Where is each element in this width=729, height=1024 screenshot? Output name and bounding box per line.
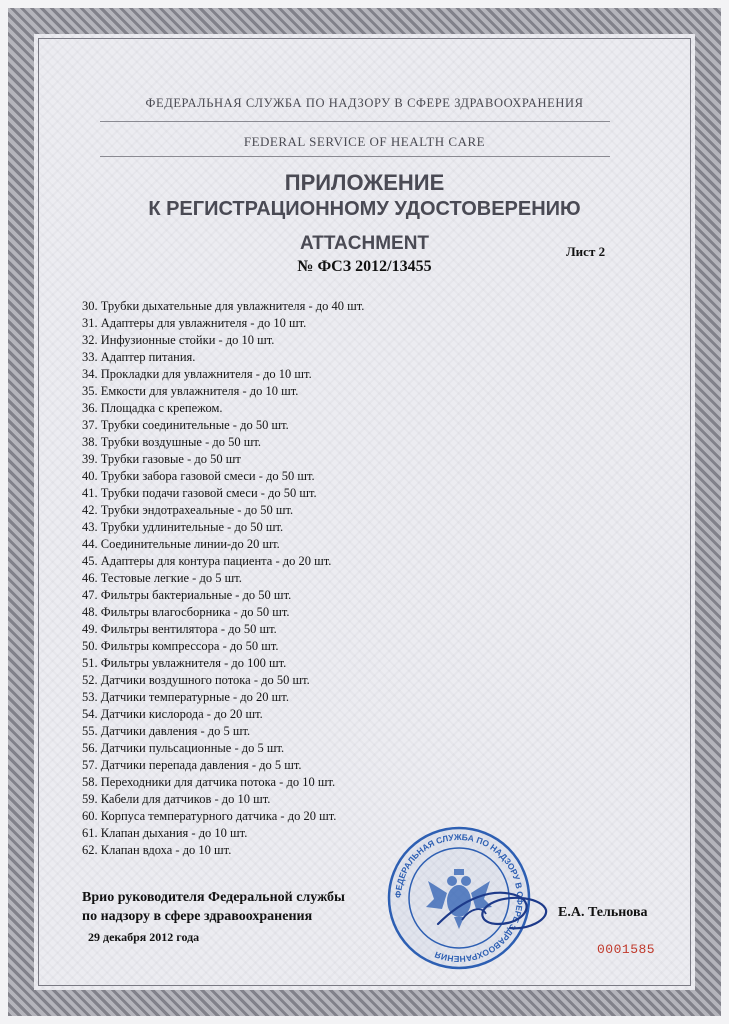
list-item: 44. Соединительные линии-до 20 шт. bbox=[82, 537, 280, 551]
list-item: 30. Трубки дыхательные для увлажнителя - до 40 шт. bbox=[82, 299, 365, 313]
signature-date: 29 декабря 2012 года bbox=[88, 930, 200, 944]
list-item: 49. Фильтры вентилятора - до 50 шт. bbox=[82, 622, 277, 636]
list-item: 52. Датчики воздушного потока - до 50 шт. bbox=[82, 673, 310, 687]
serial-number: 0001585 bbox=[597, 942, 656, 957]
list-item: 55. Датчики давления - до 5 шт. bbox=[82, 724, 251, 738]
list-item: 46. Тестовые легкие - до 5 шт. bbox=[82, 571, 242, 585]
list-item: 58. Переходники для датчика потока - до 10 шт. bbox=[82, 775, 336, 789]
list-item: 47. Фильтры бактериальные - до 50 шт. bbox=[82, 588, 292, 602]
list-item: 56. Датчики пульсационные - до 5 шт. bbox=[82, 741, 285, 755]
list-item: 57. Датчики перепада давления - до 5 шт. bbox=[82, 758, 302, 772]
list-item: 48. Фильтры влагосборника - до 50 шт. bbox=[82, 605, 290, 619]
items-list bbox=[82, 298, 642, 859]
certificate-number: № ФСЗ 2012/13455 bbox=[297, 258, 432, 275]
signatory-position-line1: Врио руководителя Федеральной службы bbox=[82, 890, 345, 905]
list-item: 51. Фильтры увлажнителя - до 100 шт. bbox=[82, 656, 287, 670]
header-divider-2 bbox=[100, 156, 610, 157]
list-item: 59. Кабели для датчиков - до 10 шт. bbox=[82, 792, 271, 806]
list-item: 35. Емкости для увлажнителя - до 10 шт. bbox=[82, 384, 299, 398]
header-divider bbox=[100, 121, 610, 122]
list-item: 41. Трубки подачи газовой смеси - до 50 шт. bbox=[82, 486, 317, 500]
list-item: 53. Датчики температурные - до 20 шт. bbox=[82, 690, 289, 704]
list-item: 40. Трубки забора газовой смеси - до 50 шт. bbox=[82, 469, 315, 483]
list-item: 43. Трубки удлинительные - до 50 шт. bbox=[82, 520, 284, 534]
list-item: 34. Прокладки для увлажнителя - до 10 шт. bbox=[82, 367, 312, 381]
list-item: 39. Трубки газовые - до 50 шт bbox=[82, 452, 241, 466]
signatory-position-line2: по надзору в сфере здравоохранения bbox=[82, 909, 313, 924]
list-item: 50. Фильтры компрессора - до 50 шт. bbox=[82, 639, 279, 653]
list-item: 62. Клапан вдоха - до 10 шт. bbox=[82, 843, 232, 857]
document-title: ПРИЛОЖЕНИЕ bbox=[284, 170, 445, 195]
handwritten-signature bbox=[432, 880, 552, 940]
stamp-text: ФЕДЕРАЛЬНАЯ СЛУЖБА ПО НАДЗОРУ В СФЕРЕ ЗДРАВООХРАНЕНИЯ bbox=[392, 831, 526, 965]
document-subtitle: К РЕГИСТРАЦИОННОМУ УДОСТОВЕРЕНИЮ bbox=[148, 198, 581, 220]
agency-name-en: FEDERAL SERVICE OF HEALTH CARE bbox=[243, 134, 486, 149]
agency-name-ru: ФЕДЕРАЛЬНАЯ СЛУЖБА ПО НАДЗОРУ В СФЕРЕ ЗДРАВООХРАНЕНИЯ bbox=[145, 96, 584, 110]
list-item: 54. Датчики кислорода - до 20 шт. bbox=[82, 707, 263, 721]
list-item: 32. Инфузионные стойки - до 10 шт. bbox=[82, 333, 275, 347]
signatory-name: Е.А. Тельнова bbox=[558, 905, 648, 920]
list-item: 45. Адаптеры для контура пациента - до 20 шт. bbox=[82, 554, 332, 568]
list-item: 42. Трубки эндотрахеальные - до 50 шт. bbox=[82, 503, 294, 517]
list-item: 61. Клапан дыхания - до 10 шт. bbox=[82, 826, 248, 840]
list-item: 38. Трубки воздушные - до 50 шт. bbox=[82, 435, 262, 449]
list-item: 36. Площадка с крепежом. bbox=[82, 401, 223, 415]
list-item: 37. Трубки соединительные - до 50 шт. bbox=[82, 418, 289, 432]
list-item: 33. Адаптер питания. bbox=[82, 350, 196, 364]
list-item: 60. Корпуса температурного датчика - до 20 шт. bbox=[82, 809, 337, 823]
list-item: 31. Адаптеры для увлажнителя - до 10 шт. bbox=[82, 316, 307, 330]
attachment-label: ATTACHMENT bbox=[299, 233, 430, 254]
sheet-number: Лист 2 bbox=[566, 244, 606, 259]
